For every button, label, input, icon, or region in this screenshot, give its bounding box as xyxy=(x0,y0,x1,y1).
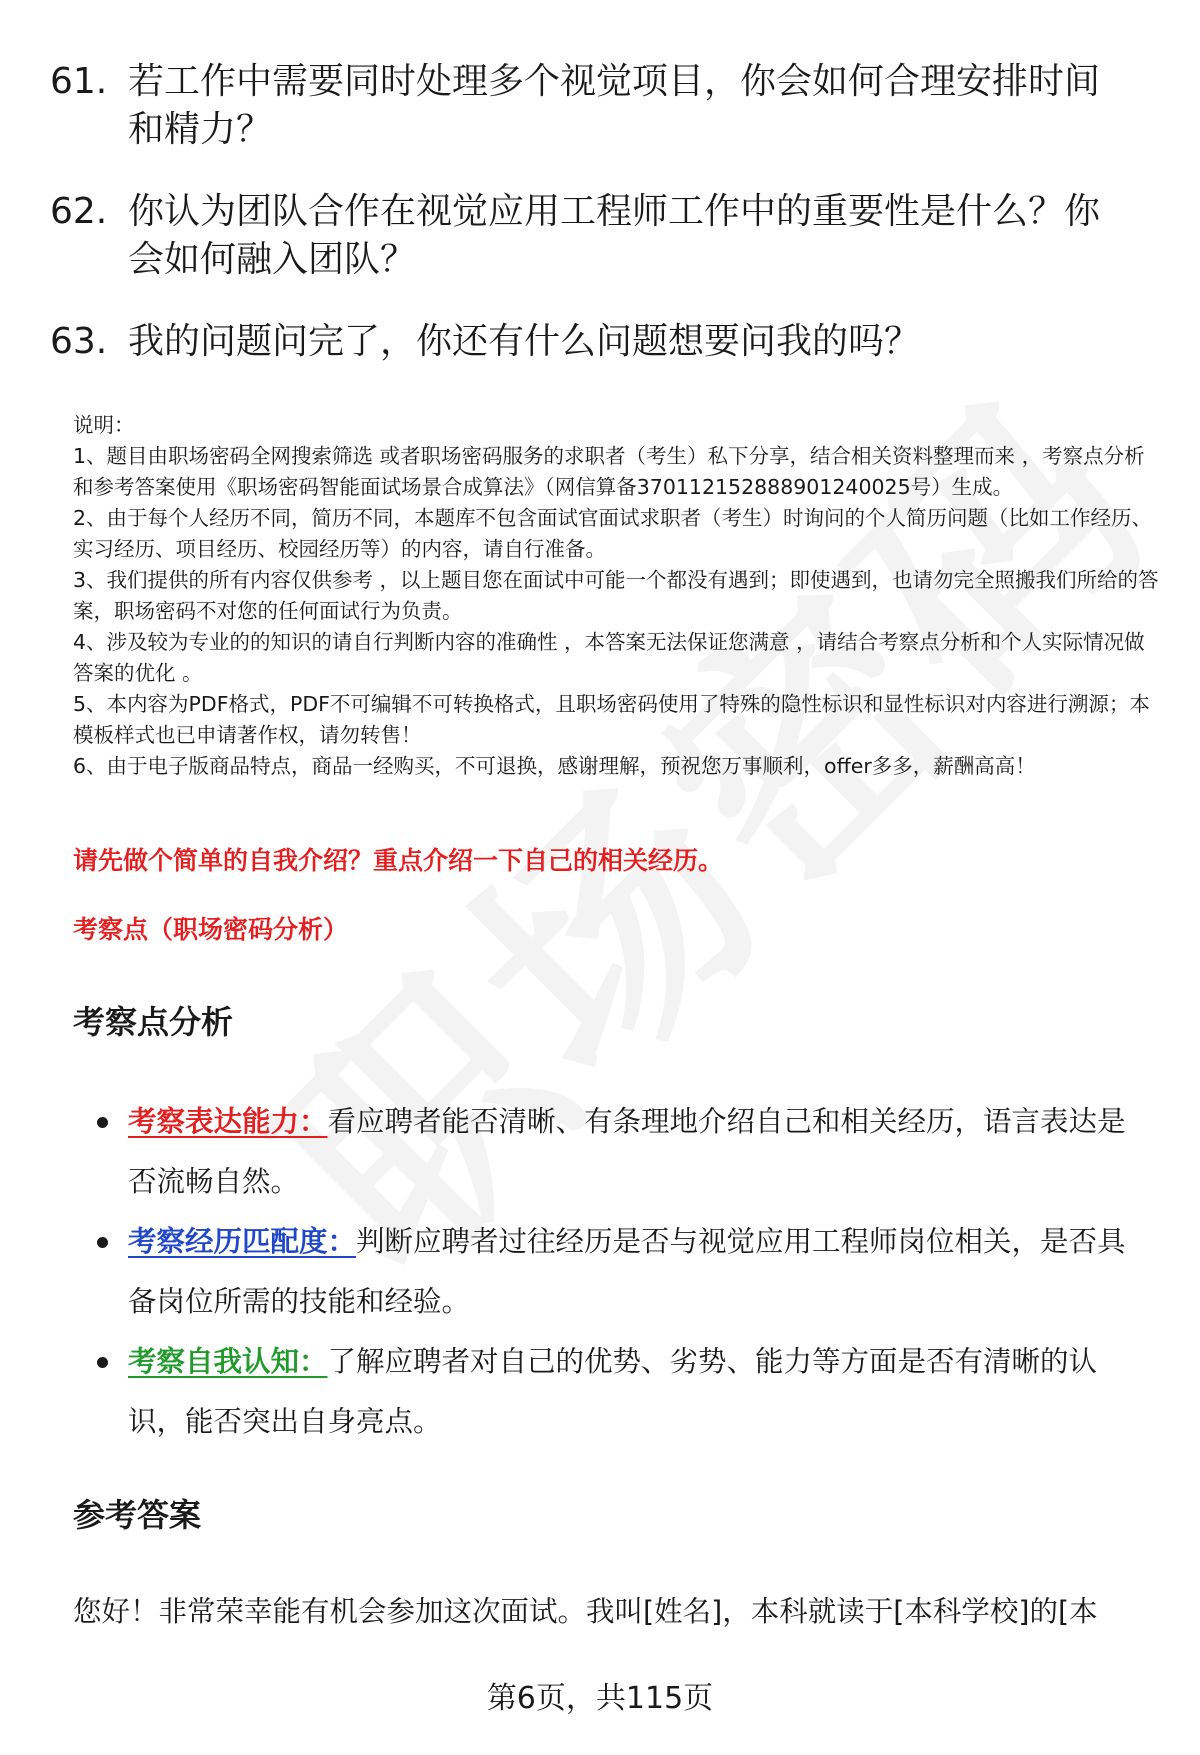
question-title: 请先做个简单的自我介绍？重点介绍一下自己的相关经历。 xyxy=(73,846,724,875)
bullet-lead: 考察自我认知： xyxy=(128,1345,328,1378)
analysis-bullet xyxy=(95,1092,1145,1212)
question-item xyxy=(50,318,1150,366)
analysis-heading: 考察点分析 xyxy=(73,1003,234,1041)
question-item xyxy=(50,188,1150,284)
analysis-list xyxy=(95,1092,1145,1452)
analysis-bullet xyxy=(95,1212,1145,1332)
bullet-text: 判断应聘者过往经历是否与视觉应用工程师岗位相关，是否具备岗位所需的技能和经验。 xyxy=(128,1225,1126,1318)
notes-section xyxy=(73,410,1163,782)
notes-item: 1、题目由职场密码全网搜索筛选 或者职场密码服务的求职者（考生）私下分享，结合相关资料整理而来 ，考察点分析和参考答案使用《职场密码智能面试场景合成算法》（网信算备370112152888901240025号）生成。 xyxy=(73,444,1145,499)
question-text: 你认为团队合作在视觉应用工程师工作中的重要性是什么？你会如何融入团队？ xyxy=(128,191,1101,280)
notes-item: 3、我们提供的所有内容仅供参考 ，以上题目您在面试中可能一个都没有遇到；即使遇到，也请勿完全照搬我们所给的答案，职场密码不对您的任何面试行为负责。 xyxy=(73,568,1159,623)
bullet-lead: 考察经历匹配度： xyxy=(128,1225,357,1258)
analysis-bullet xyxy=(95,1332,1145,1452)
bullet-lead: 考察表达能力： xyxy=(128,1105,328,1138)
question-text: 若工作中需要同时处理多个视觉项目，你会如何合理安排时间和精力？ xyxy=(128,61,1101,150)
bullet-dot-icon xyxy=(97,1237,108,1248)
question-subtitle: 考察点（职场密码分析） xyxy=(73,915,349,944)
bullet-text: 了解应聘者对自己的优势、劣势、能力等方面是否有清晰的认识，能否突出自身亮点。 xyxy=(128,1345,1098,1438)
answer-text: 您好！非常荣幸能有机会参加这次面试。我叫[姓名]，本科就读于[本科学校]的[本 xyxy=(73,1595,1098,1628)
answer-heading: 参考答案 xyxy=(73,1496,202,1534)
question-number: 61. xyxy=(50,61,108,102)
page-footer: 第6页，共115页 xyxy=(486,1681,714,1716)
notes-item: 4、涉及较为专业的的知识的请自行判断内容的准确性 ，本答案无法保证您满意 ，请结合考察点分析和个人实际情况做答案的优化 。 xyxy=(73,630,1145,685)
notes-item: 6、由于电子版商品特点，商品一经购买，不可退换，感谢理解，预祝您万事顺利，offer多多，薪酬高高！ xyxy=(73,754,1036,778)
notes-item: 2、由于每个人经历不同，简历不同，本题库不包含面试官面试求职者（考生）时询问的个人简历问题（比如工作经历、实习经历、项目经历、校园经历等）的内容，请自行准备。 xyxy=(73,506,1153,561)
bullet-text: 看应聘者能否清晰、有条理地介绍自己和相关经历，语言表达是否流畅自然。 xyxy=(128,1105,1126,1198)
question-item xyxy=(50,58,1150,154)
notes-heading: 说明： xyxy=(73,413,135,437)
question-number: 63. xyxy=(50,321,108,362)
notes-item: 5、本内容为PDF格式，PDF不可编辑不可转换格式，且职场密码使用了特殊的隐性标识和显性标识对内容进行溯源；本模板样式也已申请著作权，请勿转售！ xyxy=(73,692,1150,747)
question-text: 我的问题问完了，你还有什么问题想要问我的吗？ xyxy=(128,321,921,362)
bullet-dot-icon xyxy=(97,1357,108,1368)
bullet-dot-icon xyxy=(97,1117,108,1128)
question-list xyxy=(50,58,1150,400)
question-number: 62. xyxy=(50,191,108,232)
